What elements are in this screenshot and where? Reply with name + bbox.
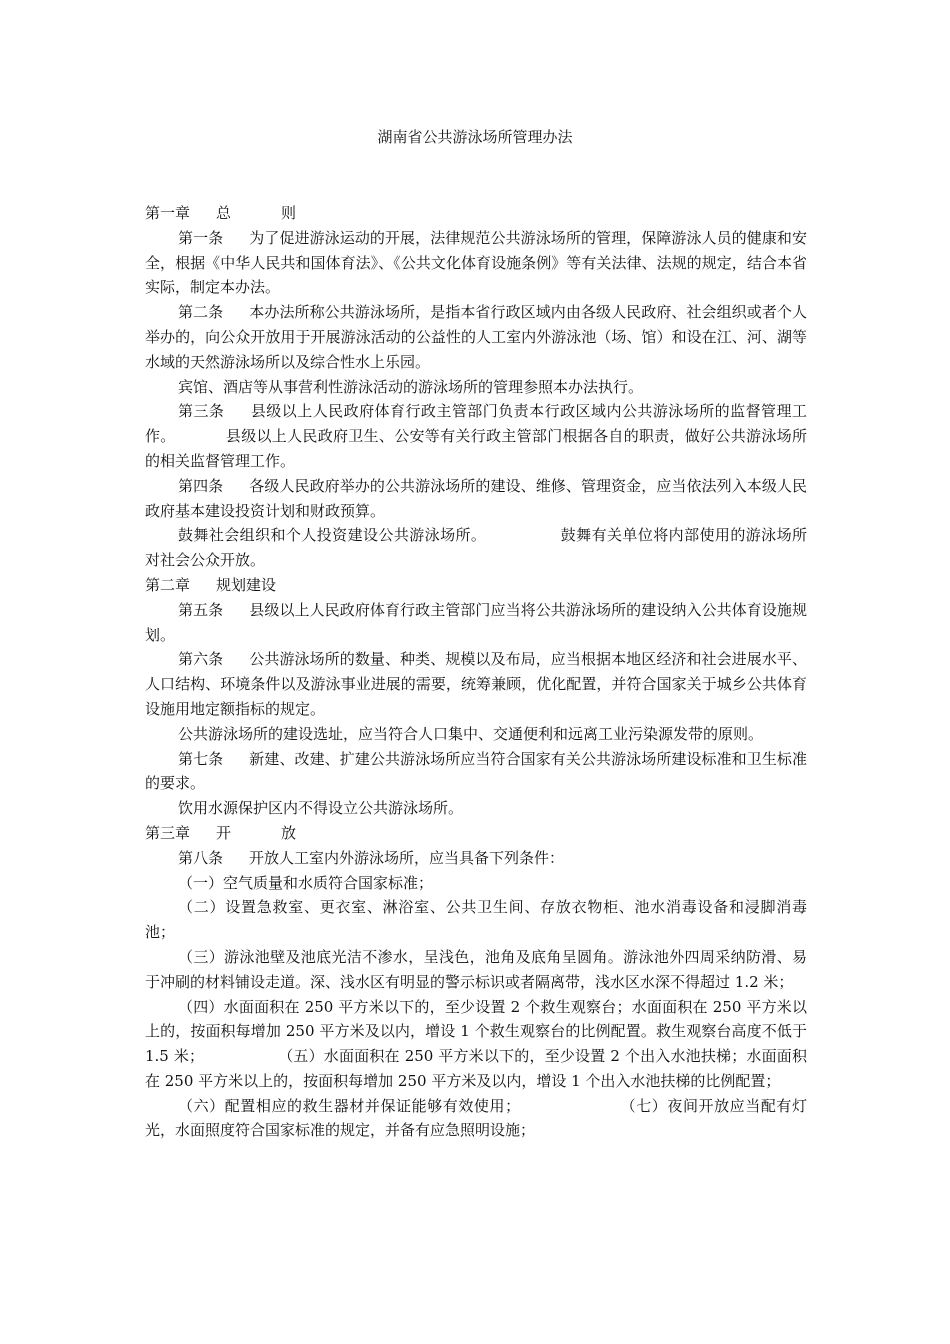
condition-item-2: （二）设置急救室、更衣室、淋浴室、公共卫生间、存放衣物柜、池水消毒设备和浸脚消毒池； (145, 898, 807, 942)
paragraph-water-source: 饮用水源保护区内不得设立公共游泳场所。 (178, 799, 464, 818)
condition-item-6-7: （六）配置相应的救生器材并保证能够有效使用； （七）夜间开放应当配有灯光，水面照度符合国家标准的规定，并备有应急照明设施； (145, 1096, 807, 1140)
article-6: 第六条 公共游泳场所的数量、种类、规模以及布局，应当根据本地区经济和社会进展水平、人口结构、环境条件以及游泳事业进展的需要，统筹兼顾，优化配置，并符合国家关于城乡公共体育设施用地定额指标的规定。 (145, 650, 807, 718)
article-2: 第二条 本办法所称公共游泳场所，是指本省行政区域内由各级人民政府、社会组织或者个人举办的，向公众开放用于开展游泳活动的公益性的人工室内外游泳池（场、馆）和设在江、河、湖等水域的天然游泳场所以及综合性水上乐园。 (145, 303, 807, 371)
condition-item-4-5: （四）水面面积在 250 平方米以下的，至少设置 2 个救生观察台；水面面积在 250 平方米以上的，按面积每增加 250 平方米及以内，增设 1 个救生观察台的比例配置。救生观察台高度不低于 1.5 米； （五）水面面积在 250 平方米以下的，至少设置 2 个出入水池扶梯；水面面积在 250 平方米以上的，按面积每增加 250 平方米及以内，增设 1 个出入水池扶梯的比例配置； (145, 997, 808, 1090)
condition-item-3: （三）游泳池壁及池底光洁不渗水，呈浅色，池角及底角呈圆角。游泳池外四周采纳防滑、易于冲刷的材料铺设走道。深、浅水区有明显的警示标识或者隔离带，浅水区水深不得超过 1.2 米； (145, 947, 807, 991)
paragraph-site: 公共游泳场所的建设选址，应当符合人口集中、交通便利和远离工业污染源发带的原则。 (178, 724, 764, 743)
chapter-2-heading: 第二章 规划建设 (145, 575, 277, 594)
article-1: 第一条 为了促进游泳运动的开展，法律规范公共游泳场所的管理，保障游泳人员的健康和安全，根据《中华人民共和国体育法》、《公共文化体育设施条例》等有关法律、法规的规定，结合本省实际，制定本办法。 (145, 228, 807, 297)
article-7: 第七条 新建、改建、扩建公共游泳场所应当符合国家有关公共游泳场所建设标准和卫生标准的要求。 (145, 749, 807, 793)
article-8: 第八条 开放人工室内外游泳场所，应当具备下列条件： (178, 848, 565, 867)
chapter-3-heading: 第三章 开 放 (145, 823, 297, 842)
paragraph-hotel: 宾馆、酒店等从事营利性游泳活动的游泳场所的管理参照本办法执行。 (178, 377, 644, 396)
article-4: 第四条 各级人民政府举办的公共游泳场所的建设、维修、管理资金，应当依法列入本级人民政府基本建设投资计划和财政预算。 (145, 476, 807, 520)
article-3: 第三条 县级以上人民政府体育行政主管部门负责本行政区域内公共游泳场所的监督管理工作。 县级以上人民政府卫生、公安等有关行政主管部门根据各自的职责，做好公共游泳场所的相关监督管理工作。 (145, 402, 807, 470)
article-5: 第五条 县级以上人民政府体育行政主管部门应当将公共游泳场所的建设纳入公共体育设施规划。 (145, 600, 807, 644)
document-body (145, 201, 807, 1143)
paragraph-encourage: 鼓舞社会组织和个人投资建设公共游泳场所。 鼓舞有关单位将内部使用的游泳场所对社会公众开放。 (145, 526, 807, 570)
condition-item-1: （一）空气质量和水质符合国家标准； (178, 873, 434, 892)
chapter-1-heading: 第一章 总 则 (145, 204, 297, 222)
document-title: 湖南省公共游泳场所管理办法 (377, 128, 573, 146)
